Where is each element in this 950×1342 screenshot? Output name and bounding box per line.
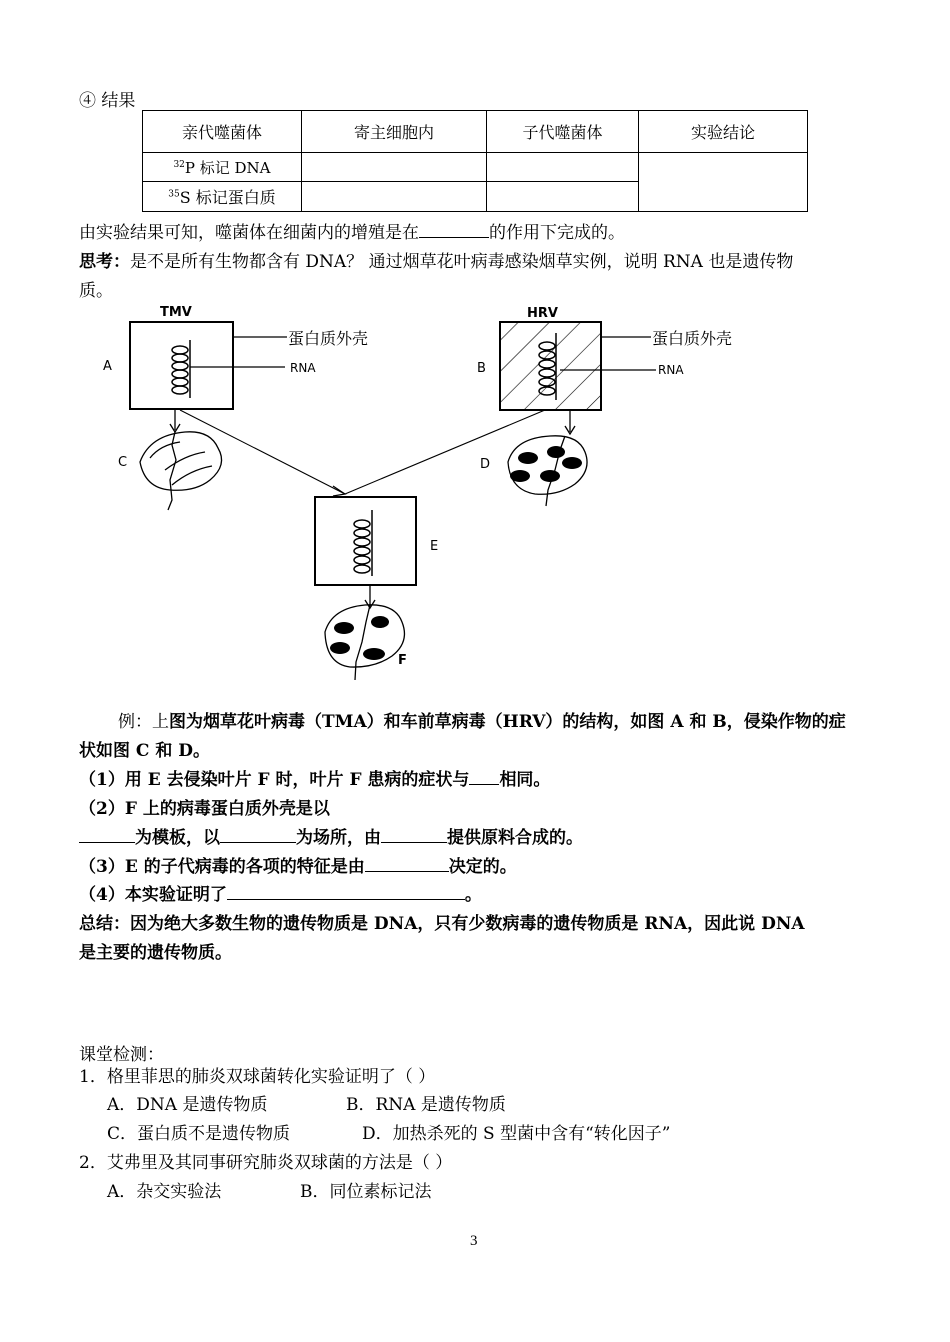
- table-header: 子代噬菌体: [487, 111, 639, 153]
- check-title: 课堂检测：: [79, 1045, 164, 1065]
- label-e: E: [430, 539, 439, 554]
- answer-blank: [227, 885, 465, 900]
- table-header: 寄主细胞内: [302, 111, 487, 153]
- shell-label-b: 蛋白质外壳: [652, 329, 733, 348]
- table-cell-conclusion: [639, 153, 808, 212]
- summary-line-1: 总结：因为绝大多数生物的遗传物质是 DNA，只有少数病毒的遗传物质是 RNA，因此说 DNA: [79, 914, 805, 934]
- answer-blank: [469, 770, 499, 785]
- question-1: （1）用 E 去侵染叶片 F 时，叶片 F 患病的症状与 相同。: [79, 770, 551, 790]
- virus-a-name: TMV: [160, 305, 192, 320]
- option-1d: D．加热杀死的 S 型菌中含有“转化因子”: [362, 1124, 671, 1144]
- question-2-line-2: 为模板，以 为场所，由 提供原料合成的。: [79, 823, 583, 848]
- shell-label-a: 蛋白质外壳: [288, 329, 369, 348]
- question-4: （4）本实验证明了 。: [79, 885, 482, 905]
- option-1a: A．DNA 是遗传物质: [107, 1095, 268, 1115]
- answer-blank: [365, 857, 449, 872]
- virus-b-box: [500, 322, 601, 410]
- table-row-label: $^{32}$P 标记 DNA: [143, 153, 302, 182]
- answer-blank: [220, 828, 296, 843]
- leaf-c: [140, 432, 222, 510]
- label-a: A: [103, 359, 112, 374]
- table-cell: [302, 182, 487, 212]
- check-question-1: 1．格里菲思的肺炎双球菌转化实验证明了（ ）: [79, 1067, 436, 1087]
- table-header: 实验结论: [639, 111, 808, 153]
- table-cell: [487, 182, 639, 212]
- label-f: F: [398, 653, 407, 668]
- section-title: ④ 结果: [79, 91, 136, 111]
- conclusion-line: 由实验结果可知，噬菌体在细菌内的增殖是在 的作用下完成的。: [79, 223, 625, 243]
- rna-label-a: RNA: [290, 361, 316, 375]
- answer-blank: [381, 828, 447, 843]
- virus-e-rna-coil: [354, 510, 372, 576]
- table-row-label: $^{35}$S 标记蛋白质: [143, 182, 302, 212]
- question-3: （3）E 的子代病毒的各项的特征是由 决定的。: [79, 857, 517, 877]
- answer-blank: [79, 828, 135, 843]
- results-table: [142, 110, 808, 212]
- virus-e-box: [315, 497, 416, 585]
- answer-blank: [419, 223, 489, 238]
- virus-diagram: [100, 300, 820, 685]
- virus-a-rna-coil: [172, 340, 190, 398]
- label-c: C: [118, 455, 128, 470]
- think-line-2: 质。: [79, 281, 113, 301]
- option-1b: B．RNA 是遗传物质: [346, 1095, 506, 1115]
- leaf-f: [325, 605, 404, 680]
- virus-a-box: [130, 322, 233, 409]
- table-cell: [302, 153, 487, 182]
- virus-b-name: HRV: [527, 306, 558, 321]
- think-line: 思考：是不是所有生物都含有 DNA？ 通过烟草花叶病毒感染烟草实例，说明 RNA 也是遗传物: [79, 252, 794, 272]
- option-1c: C．蛋白质不是遗传物质: [107, 1124, 291, 1144]
- label-b: B: [477, 361, 486, 376]
- example-line-2: 状如图 C 和 D。: [79, 741, 211, 761]
- option-2a: A．杂交实验法: [107, 1182, 222, 1202]
- table-cell: [487, 153, 639, 182]
- table-header: 亲代噬菌体: [143, 111, 302, 153]
- leaf-d: [508, 436, 587, 506]
- option-2b: B．同位素标记法: [300, 1182, 432, 1202]
- summary-line-2: 是主要的遗传物质。: [79, 943, 232, 963]
- label-d: D: [480, 457, 491, 472]
- rna-label-b: RNA: [658, 363, 684, 377]
- example-line-1: 例：上图为烟草花叶病毒（TMA）和车前草病毒（HRV）的结构，如图 A 和 B，侵染作物的症: [118, 712, 846, 732]
- question-2: （2）F 上的病毒蛋白质外壳是以: [79, 799, 330, 819]
- check-question-2: 2．艾弗里及其同事研究肺炎双球菌的方法是（ ）: [79, 1153, 453, 1173]
- page-number: 3: [470, 1233, 478, 1249]
